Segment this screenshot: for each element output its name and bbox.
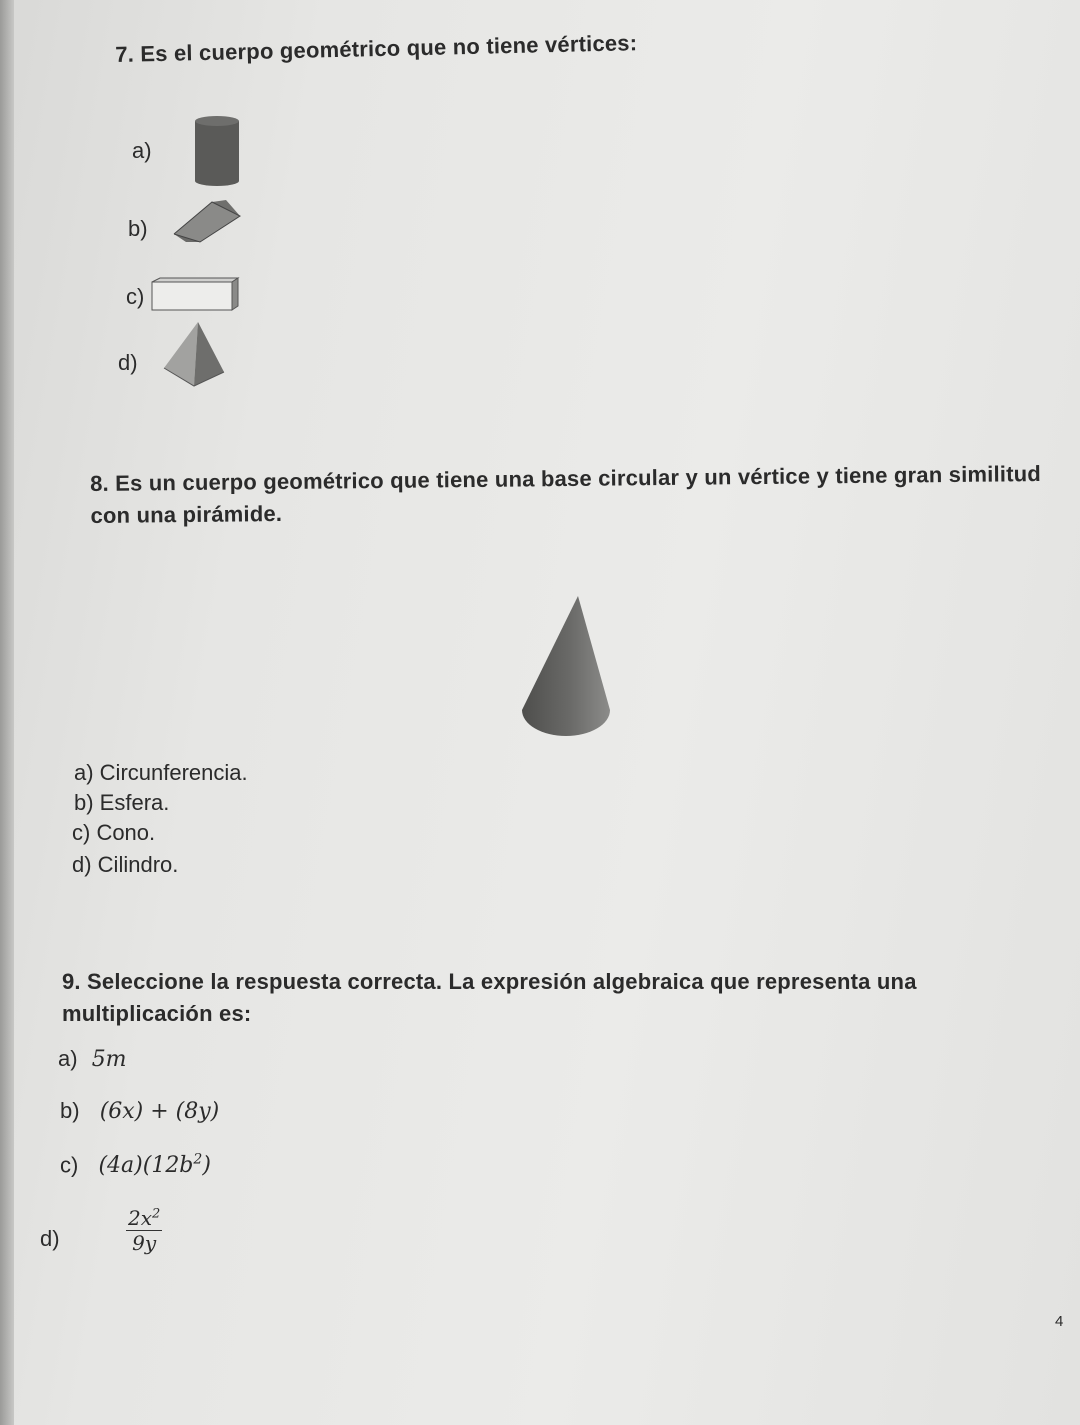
- q9-option-c-exponent: 2: [193, 1152, 203, 1168]
- q9-option-c: [60, 1152, 211, 1178]
- q7-option-d-label: d): [118, 350, 138, 375]
- q9-option-c-close: ): [202, 1153, 211, 1179]
- question-8-text: 8. Es un cuerpo geométrico que tiene una base circular y un vértice y tiene gran similitud con una pirámide.: [90, 461, 1042, 528]
- q9-option-a: [58, 1046, 127, 1072]
- q9-option-d-num-base: 2x: [128, 1206, 153, 1230]
- q8-option-d: d) Cilindro.: [72, 852, 179, 877]
- cylinder-icon: [192, 115, 242, 187]
- q7-option-a-label: a): [132, 138, 152, 163]
- q9-option-d-num-exponent: 2: [152, 1206, 161, 1222]
- pyramid-icon: [160, 318, 230, 390]
- q9-option-c-label: c): [60, 1152, 79, 1178]
- paper-edge: [0, 0, 14, 1425]
- q9-option-d-numerator: [126, 1206, 162, 1231]
- q7-option-c-label: c): [126, 284, 145, 309]
- rectangular-prism-icon: [150, 276, 242, 314]
- q8-option-a: a) Circunferencia.: [74, 760, 248, 785]
- q8-option-c: c) Cono.: [72, 820, 156, 845]
- q9-option-b-label: b): [60, 1098, 80, 1123]
- q9-option-b: [60, 1098, 219, 1124]
- question-7-text: 7. Es el cuerpo geométrico que no tiene vértices:: [115, 30, 638, 67]
- q9-option-b-expression: (6x) + (8y): [99, 1099, 220, 1124]
- q9-option-d: [40, 1206, 190, 1270]
- q9-option-d-fraction: [126, 1206, 162, 1255]
- cone-icon: [518, 592, 614, 742]
- q9-option-d-denominator: 9y: [132, 1231, 157, 1255]
- q9-option-c-base: (4a)(12b: [98, 1153, 194, 1179]
- q9-option-d-label: d): [40, 1226, 60, 1251]
- page-number: 4: [1055, 1313, 1064, 1330]
- q9-option-a-expression: 5m: [91, 1047, 127, 1072]
- q9-option-c-expression: [98, 1153, 210, 1178]
- q7-option-b-label: b): [128, 216, 148, 241]
- q8-option-b: b) Esfera.: [74, 790, 170, 815]
- q9-option-a-label: a): [58, 1046, 78, 1071]
- triangular-prism-icon: [170, 196, 244, 246]
- question-9-text: 9. Seleccione la respuesta correcta. La expresión algebraica que representa una multiplicación es:: [62, 969, 917, 1026]
